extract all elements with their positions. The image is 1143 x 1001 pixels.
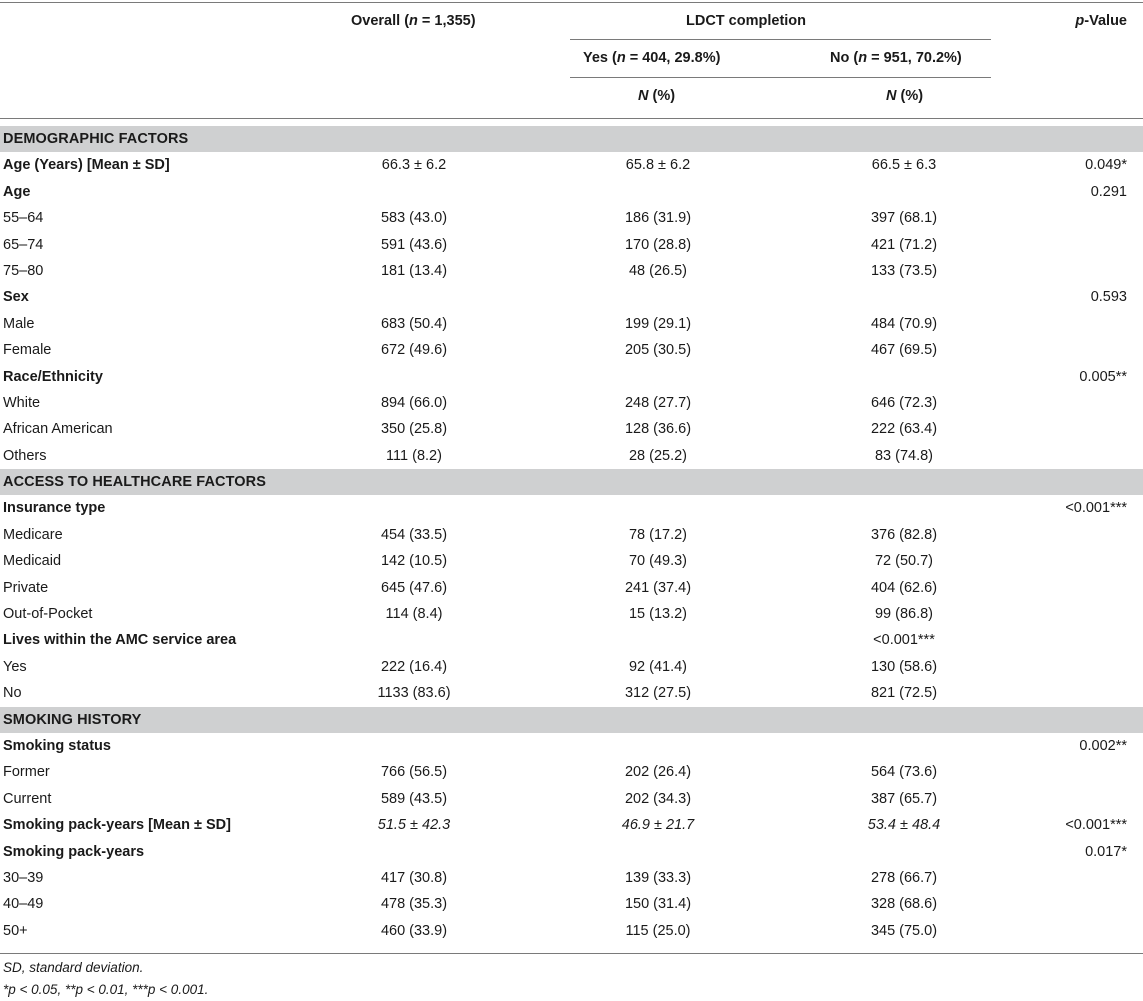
- row-label: Private: [3, 579, 49, 596]
- table-row: [0, 548, 1143, 574]
- table-row: [0, 205, 1143, 231]
- group-row: [0, 733, 1143, 759]
- row-label: Male: [3, 315, 35, 332]
- cell-ldct-no: <0.001***: [873, 632, 935, 649]
- group-row: [0, 839, 1143, 865]
- row-label: Female: [3, 342, 52, 359]
- cell-ldct-no: 397 (68.1): [870, 210, 938, 227]
- table-header: [0, 0, 1143, 118]
- section-header-row: [0, 707, 1143, 733]
- cell-ldct-no: 646 (72.3): [870, 394, 938, 411]
- cell-overall: 66.3 ± 6.2: [381, 157, 447, 174]
- cell-p-value: 0.002**: [1079, 737, 1127, 754]
- header-ldct-completion: LDCT completion: [686, 13, 807, 29]
- cell-ldct-yes: 128 (36.6): [624, 421, 692, 438]
- cell-ldct-yes: 248 (27.7): [624, 394, 692, 411]
- table-row: [0, 232, 1143, 258]
- cell-overall: 454 (33.5): [380, 526, 448, 543]
- cell-p-value: <0.001***: [1065, 500, 1127, 517]
- cell-ldct-no: 99 (86.8): [874, 606, 934, 623]
- header-yes: Yes (n = 404, 29.8%): [583, 50, 721, 66]
- table-row: [0, 258, 1143, 284]
- group-row: [0, 627, 1143, 653]
- cell-ldct-yes: 202 (34.3): [624, 790, 692, 807]
- header-bottom-rule: [0, 118, 1143, 119]
- row-label: 65–74: [3, 236, 44, 253]
- cell-overall: 591 (43.6): [380, 236, 448, 253]
- row-label: Insurance type: [3, 500, 106, 517]
- row-label: Race/Ethnicity: [3, 368, 103, 385]
- cell-ldct-yes: 312 (27.5): [624, 685, 692, 702]
- row-label: 75–80: [3, 262, 44, 279]
- cell-overall: 672 (49.6): [380, 342, 448, 359]
- cell-ldct-no: 278 (66.7): [870, 869, 938, 886]
- cell-ldct-yes: 186 (31.9): [624, 210, 692, 227]
- cell-ldct-no: 328 (68.6): [870, 896, 938, 913]
- table-body: [0, 126, 1143, 944]
- cell-ldct-no: 53.4 ± 48.4: [867, 817, 941, 834]
- row-label: Lives within the AMC service area: [3, 632, 237, 649]
- cell-overall: 478 (35.3): [380, 896, 448, 913]
- footnote-significance: *p < 0.05, **p < 0.01, ***p < 0.001.: [3, 982, 209, 997]
- cell-ldct-no: 66.5 ± 6.3: [871, 157, 937, 174]
- cell-overall: 350 (25.8): [380, 421, 448, 438]
- row-label: Sex: [3, 289, 29, 306]
- row-label: White: [3, 394, 41, 411]
- table-row: [0, 522, 1143, 548]
- table-bottom-rule: [0, 953, 1143, 954]
- row-label: Former: [3, 764, 50, 781]
- cell-overall: 460 (33.9): [380, 922, 448, 939]
- cell-ldct-yes: 65.8 ± 6.2: [625, 157, 691, 174]
- row-label: 50+: [3, 922, 28, 939]
- cell-ldct-yes: 15 (13.2): [628, 606, 688, 623]
- group-row: [0, 284, 1143, 310]
- cell-ldct-yes: 28 (25.2): [628, 447, 688, 464]
- cell-ldct-no: 387 (65.7): [870, 790, 938, 807]
- row-label: 30–39: [3, 869, 44, 886]
- subheader-rule: [570, 77, 991, 78]
- cell-overall: 222 (16.4): [380, 658, 448, 675]
- cell-overall: 766 (56.5): [380, 764, 448, 781]
- group-row: [0, 179, 1143, 205]
- header-no: No (n = 951, 70.2%): [830, 50, 962, 66]
- table-row: [0, 918, 1143, 944]
- cell-ldct-yes: 115 (25.0): [625, 922, 691, 939]
- cell-p-value: 0.049*: [1085, 157, 1127, 174]
- row-label: Yes: [3, 658, 27, 675]
- cell-overall: 114 (8.4): [385, 606, 443, 623]
- cell-ldct-no: 821 (72.5): [870, 685, 938, 702]
- table-row: [0, 337, 1143, 363]
- group-row: [0, 495, 1143, 521]
- table-row: [0, 311, 1143, 337]
- table-row: [0, 443, 1143, 469]
- cell-ldct-yes: 202 (26.4): [624, 764, 692, 781]
- cell-ldct-no: 484 (70.9): [870, 315, 938, 332]
- cell-p-value: 0.593: [1090, 289, 1127, 306]
- cell-ldct-yes: 241 (37.4): [624, 579, 692, 596]
- header-yes-n-pct: N (%): [638, 88, 676, 104]
- table-row: [0, 786, 1143, 812]
- cell-overall: 645 (47.6): [380, 579, 448, 596]
- cell-ldct-no: 376 (82.8): [870, 526, 938, 543]
- footnote-sd: SD, standard deviation.: [3, 960, 144, 975]
- cell-overall: 894 (66.0): [380, 394, 448, 411]
- section-header-row: [0, 126, 1143, 152]
- cell-ldct-no: 564 (73.6): [870, 764, 938, 781]
- row-label: No: [3, 685, 22, 702]
- cell-ldct-yes: 78 (17.2): [628, 526, 688, 543]
- group-row: [0, 152, 1143, 178]
- cell-ldct-no: 133 (73.5): [870, 262, 938, 279]
- cell-overall: 111 (8.2): [386, 447, 442, 464]
- row-label: Medicare: [3, 526, 63, 543]
- cell-p-value: 0.291: [1090, 183, 1127, 200]
- row-label: Smoking pack-years: [3, 843, 145, 860]
- table-row: [0, 390, 1143, 416]
- table-row: [0, 865, 1143, 891]
- cell-overall: 589 (43.5): [380, 790, 448, 807]
- cell-ldct-yes: 92 (41.4): [628, 658, 688, 675]
- cell-ldct-yes: 199 (29.1): [624, 315, 692, 332]
- group-row: [0, 364, 1143, 390]
- cell-ldct-yes: 46.9 ± 21.7: [621, 817, 695, 834]
- row-label: 40–49: [3, 896, 44, 913]
- cell-ldct-yes: 150 (31.4): [624, 896, 692, 913]
- cell-overall: 683 (50.4): [380, 315, 448, 332]
- table-row: [0, 680, 1143, 706]
- cell-overall: 142 (10.5): [380, 553, 448, 570]
- cell-ldct-yes: 139 (33.3): [624, 869, 692, 886]
- section-title: DEMOGRAPHIC FACTORS: [3, 131, 189, 147]
- cell-overall: 1133 (83.6): [377, 685, 451, 702]
- cell-p-value: 0.017*: [1085, 843, 1127, 860]
- cell-ldct-yes: 205 (30.5): [624, 342, 692, 359]
- row-label: Current: [3, 790, 52, 807]
- header-p-value: p-Value: [1075, 13, 1127, 29]
- section-title: SMOKING HISTORY: [3, 711, 142, 728]
- row-label: Smoking pack-years [Mean ± SD]: [3, 817, 231, 834]
- table-row: [0, 416, 1143, 442]
- cell-overall: 417 (30.8): [380, 869, 448, 886]
- cell-ldct-no: 421 (71.2): [870, 236, 938, 253]
- cell-ldct-no: 130 (58.6): [870, 658, 938, 675]
- ldct-span-rule: [570, 39, 991, 40]
- cell-overall: 583 (43.0): [380, 210, 448, 227]
- cell-overall: 51.5 ± 42.3: [377, 817, 451, 834]
- cell-p-value: <0.001***: [1065, 817, 1127, 834]
- cell-overall: 181 (13.4): [380, 262, 448, 279]
- header-no-n-pct: N (%): [886, 88, 924, 104]
- row-label: African American: [3, 421, 113, 438]
- table-footnotes: [3, 957, 208, 1001]
- cell-p-value: 0.005**: [1079, 368, 1127, 385]
- table-row: [0, 759, 1143, 785]
- header-overall: Overall (n = 1,355): [351, 13, 476, 29]
- cell-ldct-yes: 70 (49.3): [628, 553, 688, 570]
- cell-ldct-no: 72 (50.7): [874, 553, 934, 570]
- section-header-row: [0, 469, 1143, 495]
- cell-ldct-yes: 48 (26.5): [628, 262, 688, 279]
- row-label: Out-of-Pocket: [3, 606, 93, 623]
- cell-ldct-no: 222 (63.4): [870, 421, 938, 438]
- section-title: ACCESS TO HEALTHCARE FACTORS: [3, 474, 267, 491]
- table-row: [0, 654, 1143, 680]
- row-label: Others: [3, 447, 47, 464]
- row-label: Smoking status: [3, 737, 111, 754]
- cell-ldct-no: 83 (74.8): [874, 447, 934, 464]
- row-label: Medicaid: [3, 553, 62, 570]
- table-row: [0, 601, 1143, 627]
- group-row: [0, 812, 1143, 838]
- row-label: 55–64: [3, 210, 44, 227]
- row-label: Age (Years) [Mean ± SD]: [3, 157, 170, 174]
- cell-ldct-no: 345 (75.0): [870, 922, 938, 939]
- table-row: [0, 891, 1143, 917]
- cell-ldct-no: 404 (62.6): [870, 579, 938, 596]
- cell-ldct-yes: 170 (28.8): [624, 236, 692, 253]
- row-label: Age: [3, 183, 31, 200]
- table-row: [0, 575, 1143, 601]
- cell-ldct-no: 467 (69.5): [870, 342, 938, 359]
